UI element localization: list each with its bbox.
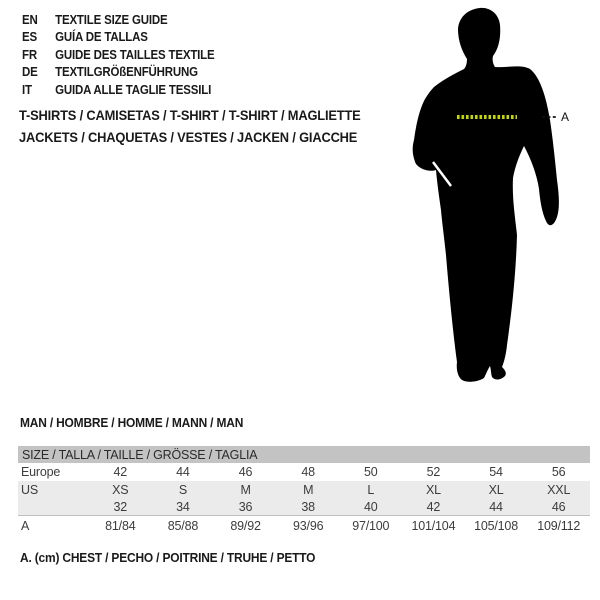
language-label: TEXTILE SIZE GUIDE: [55, 13, 168, 27]
measure-label-a: A: [561, 110, 570, 124]
size-cell: 52: [402, 463, 465, 481]
language-row-de: [22, 64, 215, 81]
size-cell: 81/84: [89, 516, 152, 536]
size-cell: 46: [527, 498, 590, 516]
size-cell: XL: [465, 481, 528, 498]
language-row-fr: [22, 47, 215, 64]
language-code: DE: [22, 65, 38, 80]
category-line-jackets: JACKETS / CHAQUETAS / VESTES / JACKEN / GIACCHE: [19, 129, 358, 145]
row-label: A: [18, 516, 89, 536]
language-label: GUÍA DE TALLAS: [55, 30, 148, 45]
language-label: GUIDA ALLE TAGLIE TESSILI: [55, 82, 212, 97]
category-block: [19, 104, 361, 148]
size-cell: XS: [89, 481, 152, 498]
row-label: Europe: [18, 463, 89, 481]
language-label: TEXTILGRÖßENFÜHRUNG: [55, 65, 198, 80]
size-cell: 46: [214, 463, 277, 481]
size-cell: 42: [402, 498, 465, 516]
size-cell: 44: [465, 498, 528, 516]
size-cell: 97/100: [340, 516, 403, 536]
size-cell: 109/112: [527, 516, 590, 536]
size-cell: M: [277, 481, 340, 498]
size-cell: XXL: [527, 481, 590, 498]
size-cell: 32: [89, 498, 152, 516]
table-row-chest-cm: [18, 516, 590, 536]
table-row-europe: [18, 463, 590, 481]
size-cell: 93/96: [277, 516, 340, 536]
size-cell: 44: [152, 463, 215, 481]
size-cell: 85/88: [152, 516, 215, 536]
size-cell: 89/92: [214, 516, 277, 536]
measurement-footnote: A. (cm) CHEST / PECHO / POITRINE / TRUHE / PETTO: [20, 550, 316, 565]
language-title-block: [22, 12, 215, 99]
language-code: IT: [22, 82, 32, 97]
size-cell: 54: [465, 463, 528, 481]
language-code: FR: [22, 47, 37, 62]
size-cell: S: [152, 481, 215, 498]
table-row-secondary: [18, 498, 590, 516]
size-cell: 36: [214, 498, 277, 516]
language-row-it: [22, 82, 215, 99]
size-cell: 56: [527, 463, 590, 481]
size-cell: 38: [277, 498, 340, 516]
size-cell: L: [340, 481, 403, 498]
language-code: ES: [22, 30, 37, 45]
table-row-us: [18, 481, 590, 498]
size-cell: 50: [340, 463, 403, 481]
language-row-en: [22, 12, 215, 29]
size-cell: 40: [340, 498, 403, 516]
size-cell: 42: [89, 463, 152, 481]
language-row-es: [22, 29, 215, 46]
row-label: US: [18, 481, 89, 498]
size-cell: 34: [152, 498, 215, 516]
category-line-tshirts: T-SHIRTS / CAMISETAS / T-SHIRT / T-SHIRT / MAGLIETTE: [19, 107, 361, 123]
row-label: [18, 498, 89, 516]
size-cell: 101/104: [402, 516, 465, 536]
size-cell: XL: [402, 481, 465, 498]
section-title-man: MAN / HOMBRE / HOMME / MANN / MAN: [20, 415, 244, 430]
man-silhouette: [413, 8, 559, 382]
man-silhouette-figure: [403, 4, 575, 402]
language-code: EN: [22, 13, 38, 27]
size-table: [18, 446, 590, 535]
size-table-header-row: [18, 446, 590, 463]
language-label: GUIDE DES TAILLES TEXTILE: [55, 47, 215, 62]
size-table-header: SIZE / TALLA / TAILLE / GRÖSSE / TAGLIA: [18, 446, 590, 463]
size-cell: 105/108: [465, 516, 528, 536]
size-cell: 48: [277, 463, 340, 481]
size-cell: M: [214, 481, 277, 498]
